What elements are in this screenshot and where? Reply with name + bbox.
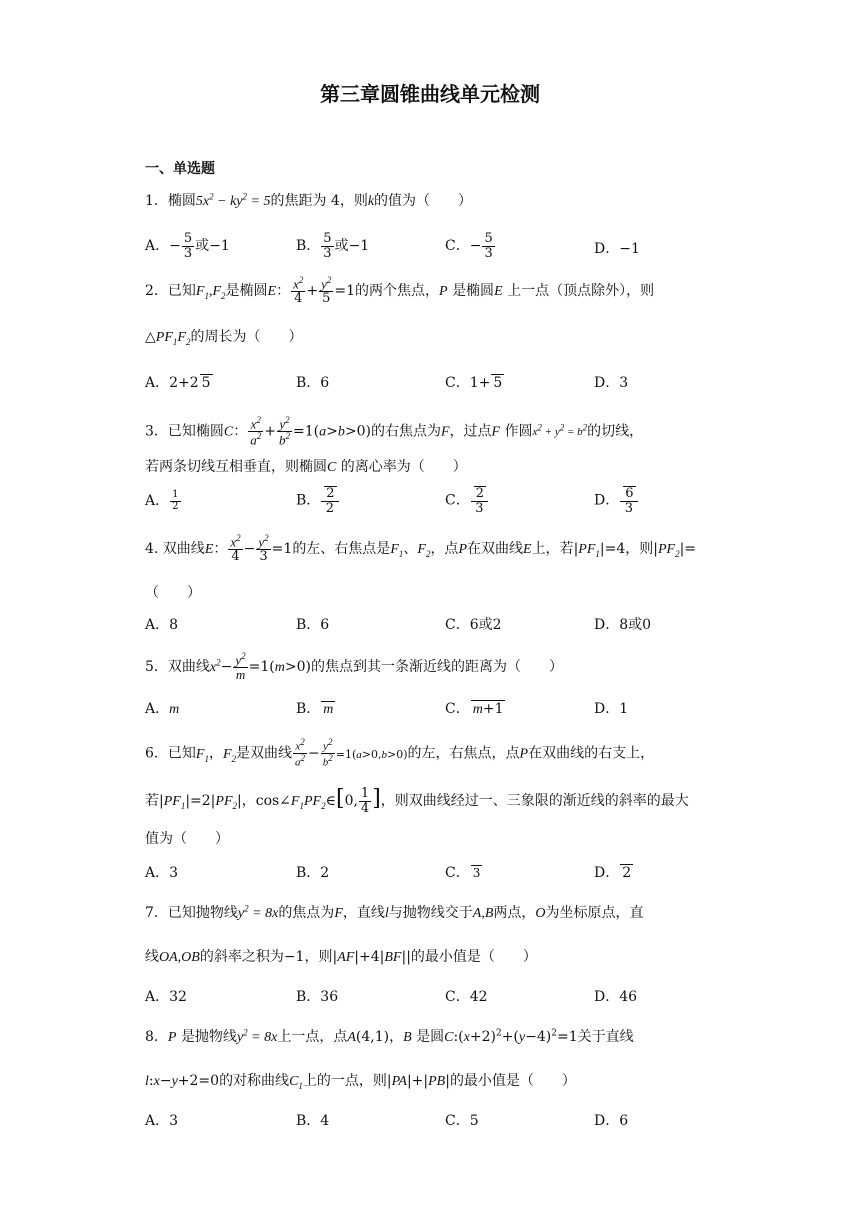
q7-option-c[interactable]: C．42 [445,989,488,1005]
question-6-line-2: 若$|PF_1|=2|PF_2|$，$\cos\angle F_1PF_2\in[0$, $\frac{1}{4}$ ]，则双曲线经过一、三象限的渐近线的斜率的最大 [145,785,689,816]
q2-option-b[interactable]: B．6 [296,375,330,391]
q6-option-c[interactable]: C． 3 [445,865,481,881]
question-5: 5．双曲线$x^2-$ $\frac{y^2}{m}$ =1(m>0)的焦点到其一条渐近线的距离为（ ） [145,651,563,682]
q7-option-b[interactable]: B．36 [296,989,339,1005]
q2-option-c[interactable]: C．1+ 5 [445,375,503,391]
q8-option-d[interactable]: D．6 [594,1113,629,1129]
question-3: 3．已知椭圆C： $\frac{x^2}{a^2}$ + $\frac{y^2}{b^2}$ =1(a>b>0)的右焦点为F，过点F 作圆$x^2 + y^2 = b^2$的切线， [145,415,644,448]
q1-option-d[interactable]: D．−1 [594,241,640,257]
q4-option-d[interactable]: D．8或0 [594,617,652,633]
q6-option-a[interactable]: A．3 [145,865,179,881]
q5-option-c[interactable]: C． m+1 [445,701,504,717]
question-4-line-2: （ ） [145,585,201,601]
q4-option-b[interactable]: B．6 [296,617,330,633]
q1-option-c[interactable]: C．− $\frac{5}{3}$ [445,231,493,261]
page-title: 第三章圆锥曲线单元检测 [320,82,540,106]
question-8-line-2: l:x−y+2=0的对称曲线$C_1$上的一点，则|PA|+|PB|的最小值是（ ） [145,1073,576,1091]
q3-option-c[interactable]: C． $\frac{2}{3}$ [445,486,489,515]
question-3-line-2: 若两条切线互相垂直，则椭圆C 的离心率为（ ） [145,459,467,475]
question-1: 1．椭圆$5x^2 - ky^2 = 5$的焦距为 4，则k的值为（ ） [145,191,473,209]
question-8: 8．P 是抛物线$y^2 = 8x$上一点，点A(4,1)，B 是圆$C:(x+2)^2+(y-4)^2=1$关于直线 [145,1027,634,1045]
q8-option-b[interactable]: B．4 [296,1113,330,1129]
q2-option-a[interactable]: A．2+2 5 [145,375,211,391]
q5-option-a[interactable]: A．m [145,701,180,717]
q1-option-a[interactable]: A．− $\frac{5}{3}$ 或−1 [145,231,230,261]
q8-option-a[interactable]: A．3 [145,1113,179,1129]
q5-option-d[interactable]: D．1 [594,701,629,717]
q1-option-b[interactable]: B． $\frac{5}{3}$ 或−1 [296,231,370,261]
question-4: 4. 双曲线E： $\frac{x^2}{4}$ − $\frac{y^2}{3}$ =1的左、右焦点是$F_1$、$F_2$，点P在双曲线E上，若$|PF_1|=4$，则$|PF_2|=$ [145,533,697,564]
q6-option-b[interactable]: B．2 [296,865,330,881]
q4-option-a[interactable]: A．8 [145,617,179,633]
question-6-line-3: 值为（ ） [145,831,229,847]
q3-option-a[interactable]: A． $\frac{1}{2}$ [145,489,179,512]
q4-option-c[interactable]: C．6或2 [445,617,502,633]
question-6: 6．已知$F_1$，$F_2$是双曲线 $\frac{x^2}{a^2}$ − $\frac{y^2}{b^2}$ =1(a>0,b>0)的左，右焦点，点P在双曲线的右支上， [145,737,655,769]
question-2-line-2: $\triangle PF_1F_2$的周长为（ ） [145,329,303,347]
question-7-line-2: 线OA,OB的斜率之积为−1，则|AF|+4|BF||的最小值是（ ） [145,949,537,965]
q7-option-a[interactable]: A．32 [145,989,187,1005]
q3-option-d[interactable]: D． $\frac{6}{3}$ [594,486,639,515]
question-7: 7．已知抛物线$y^2 = 8x$的焦点为F，直线l与抛物线交于A,B两点，O为坐标原点，直 [145,903,644,921]
q3-option-b[interactable]: B． $\frac{2}{2}$ [296,486,340,515]
q6-option-d[interactable]: D． 2 [594,865,632,881]
q8-option-c[interactable]: C．5 [445,1113,479,1129]
question-2: 2．已知$F_1,F_2$是椭圆E： $\frac{x^2}{4}$ + $\frac{y^2}{5}$ =1的两个焦点，P 是椭圆E 上一点（顶点除外），则 [145,275,655,306]
q5-option-b[interactable]: B． m [296,701,334,717]
q2-option-d[interactable]: D．3 [594,375,629,391]
section-heading: 一、单选题 [145,161,215,177]
q7-option-d[interactable]: D．46 [594,989,638,1005]
